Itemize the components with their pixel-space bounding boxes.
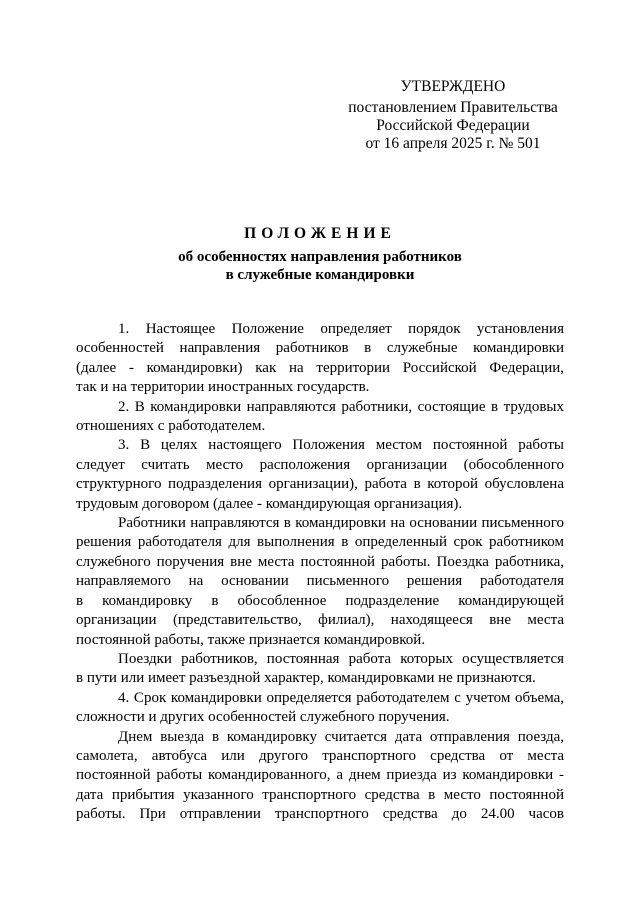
approval-line: Российской Федерации [376, 117, 530, 134]
document-title: ПОЛОЖЕНИЕ [244, 225, 396, 242]
paragraph-line: постоянной работы командированного, а днем приезда из командировки - [76, 767, 564, 784]
paragraph-line: самолета, автобуса или другого транспортного средства от места [76, 747, 564, 764]
paragraph-line: 2. В командировки направляются работники, состоящие в трудовых [118, 398, 564, 415]
subtitle-line: в служебные командировки [225, 266, 415, 283]
paragraph [76, 728, 564, 825]
paragraph-line: особенностей направления работников в служебные командировки [76, 340, 564, 357]
paragraph-line: Поездки работников, постоянная работа которых осуществляется [118, 650, 564, 667]
paragraph-line: 1. Настоящее Положение определяет порядок установления [118, 321, 564, 337]
paragraph-line: Работники направляются в командировки на основании письменного [118, 515, 564, 532]
paragraph [76, 514, 564, 650]
paragraph-line: 3. В целях настоящего Положения местом постоянной работы [118, 437, 564, 454]
approval-line: постановлением Правительства [348, 99, 558, 116]
paragraph [76, 398, 564, 437]
paragraph-line: сложности и других особенностей служебного поручения. [76, 709, 450, 726]
paragraph-line: служебного поручения вне места постоянной работы. Поездка работника, [76, 553, 564, 570]
paragraph [76, 436, 564, 514]
paragraph-line: направляемого на основании письменного решения работодателя [76, 573, 564, 590]
paragraph-line: отношениях с работодателем. [76, 418, 266, 435]
paragraph-line: дата прибытия указанного транспортного средства в место постоянной [76, 786, 564, 803]
approved-label: УТВЕРЖДЕНО [400, 78, 506, 95]
paragraph-line: (далее - командировки) как на территории Российской Федерации, [76, 359, 564, 376]
approval-block [340, 78, 566, 153]
paragraph-line: в пути или имеет разъездной характер, командировками не признаются. [76, 670, 536, 687]
paragraph-line: следует считать место расположения организации (обособленного [76, 456, 564, 473]
paragraph [76, 689, 564, 728]
paragraph-line: постоянной работы, также признается командировкой. [76, 631, 426, 648]
paragraph-line: организации (представительство, филиал), находящееся вне места [76, 612, 564, 629]
paragraph [76, 320, 564, 398]
paragraph-line: решения работодателя для выполнения в определенный срок работником [76, 534, 564, 551]
paragraph-line: Днем выезда в командировку считается дата отправления поезда, [118, 728, 564, 745]
paragraph-line: работы. При отправлении транспортного средства до 24.00 часов [76, 806, 564, 823]
approval-line: от 16 апреля 2025 г. № 501 [365, 135, 541, 152]
paragraph-line: так и на территории иностранных государств. [76, 379, 370, 396]
paragraph-line: в командировку в обособленное подразделение командирующей [76, 592, 564, 609]
paragraph-line: трудовым договором (далее - командирующая организация). [76, 495, 463, 512]
subtitle-line: об особенностях направления работников [178, 249, 462, 265]
document-subtitle [76, 249, 564, 284]
paragraph-line: структурного подразделения организации), работа в которой обусловлена [76, 476, 564, 493]
document-body [76, 320, 564, 825]
paragraph [76, 650, 564, 689]
paragraph-line: 4. Срок командировки определяется работодателем с учетом объема, [118, 689, 564, 706]
